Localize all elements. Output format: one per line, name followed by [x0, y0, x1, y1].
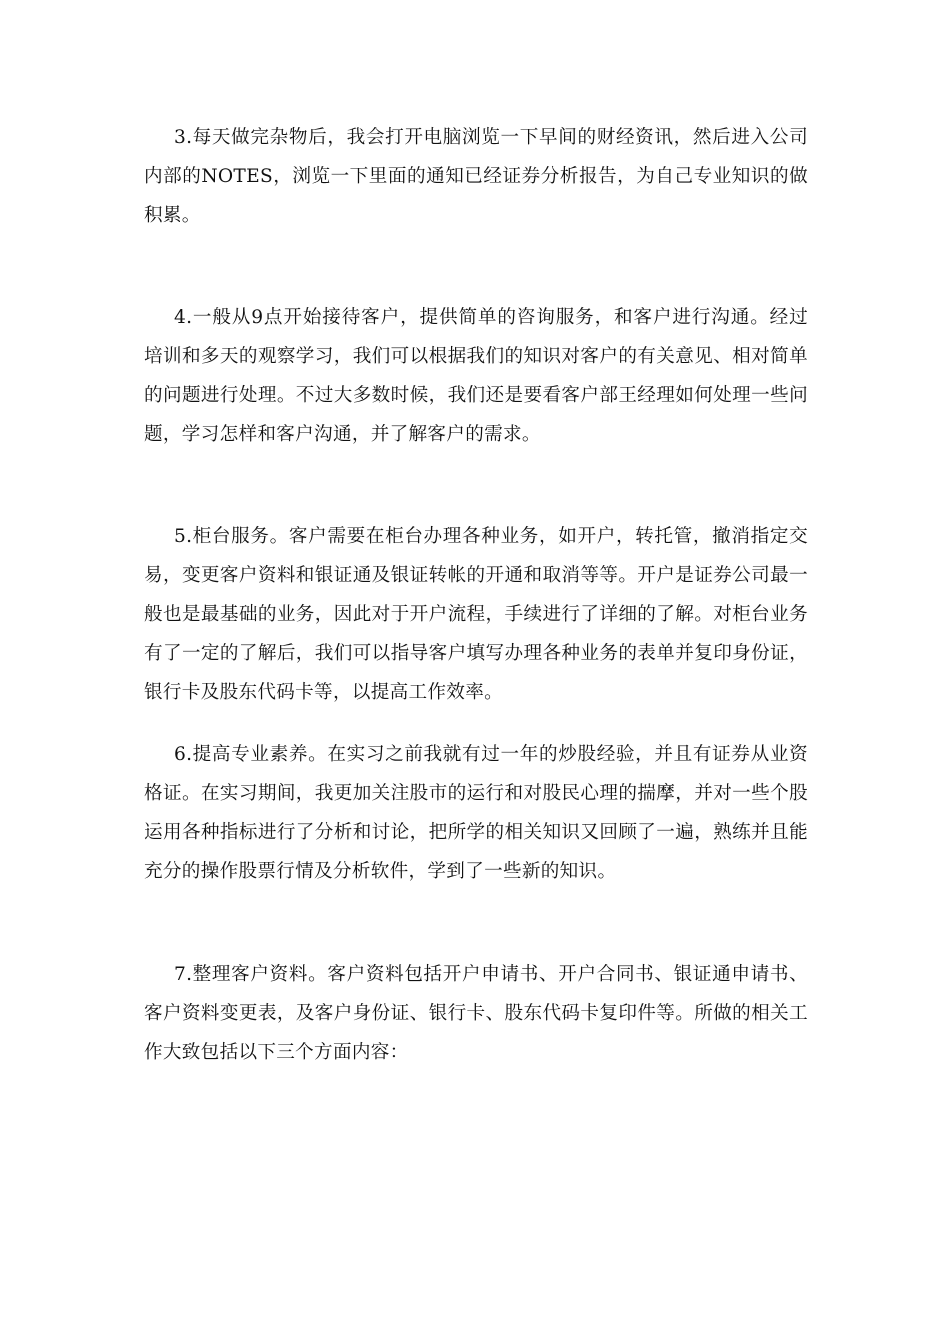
- paragraph-7: 7.整理客户资料。客户资料包括开户申请书、开户合同书、银证通申请书、客户资料变更表，及客户身份证、银行卡、股东代码卡复印件等。所做的相关工作大致包括以下三个方面内容：: [144, 964, 808, 1063]
- paragraph-3: 3.每天做完杂物后，我会打开电脑浏览一下早间的财经资讯，然后进入公司内部的NOTES，浏览一下里面的通知已经证券分析报告，为自己专业知识的做积累。: [144, 127, 808, 226]
- paragraph-6: 6.提高专业素养。在实习之前我就有过一年的炒股经验，并且有证券从业资格证。在实习期间，我更加关注股市的运行和对股民心理的揣摩，并对一些个股运用各种指标进行了分析和讨论，把所学的相关知识又回顾了一遍，熟练并且能充分的操作股票行情及分析软件，学到了一些新的知识。: [144, 744, 808, 882]
- paragraph-4: 4.一般从9点开始接待客户，提供简单的咨询服务，和客户进行沟通。经过培训和多天的观察学习，我们可以根据我们的知识对客户的有关意见、相对简单的问题进行处理。不过大多数时候，我们还是要看客户部王经理如何处理一些问题，学习怎样和客户沟通，并了解客户的需求。: [144, 307, 808, 445]
- paragraph-5: 5.柜台服务。客户需要在柜台办理各种业务，如开户，转托管，撤消指定交易，变更客户资料和银证通及银证转帐的开通和取消等等。开户是证券公司最一般也是最基础的业务，因此对于开户流程，手续进行了详细的了解。对柜台业务有了一定的了解后，我们可以指导客户填写办理各种业务的表单并复印身份证，银行卡及股东代码卡等，以提高工作效率。: [144, 526, 808, 703]
